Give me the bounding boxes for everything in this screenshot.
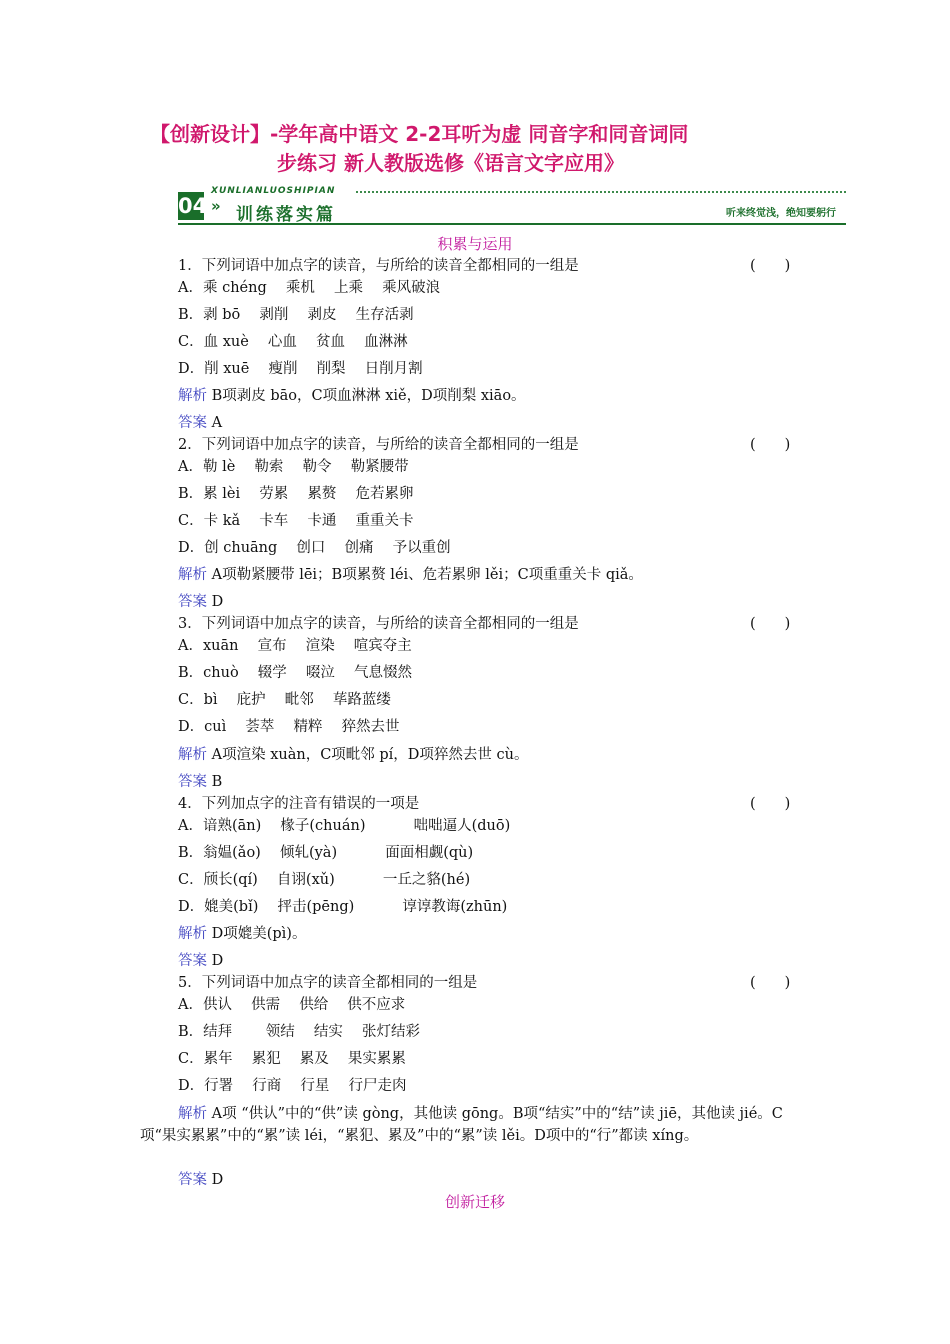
question-5-option-c: C．累年 累犯 累及 果实累累 [178, 1051, 406, 1067]
answer-label: 答案 [178, 774, 207, 790]
question-3-answer-blank: ( ) [750, 616, 791, 632]
analysis-text: A项勒紧腰带 lēi；B项累赘 léi、危若累卵 lěi；C项重重关卡 qiǎ。 [211, 567, 643, 583]
question-5-answer [178, 1170, 223, 1190]
analysis-label: 解析 [178, 388, 207, 404]
answer-value: D [211, 594, 224, 610]
question-2-answer [178, 592, 223, 612]
question-2-option-c: C．卡 kǎ 卡车 卡通 重重关卡 [178, 513, 414, 529]
question-4-option-d: D．媲美(bǐ) 抨击(pēng) 谆谆教诲(zhūn) [178, 899, 508, 915]
banner-number: 04 [178, 194, 208, 218]
question-1-answer-blank: ( ) [750, 258, 791, 274]
question-2-option-d: D．创 chuāng 创口 创痛 予以重创 [178, 540, 451, 556]
question-5-stem: 5．下列词语中加点字的读音全都相同的一组是 [178, 975, 478, 991]
title-line-2: 步练习 新人教版选修《语言文字应用》 [277, 151, 624, 175]
analysis-text: D项媲美(pì)。 [211, 926, 307, 942]
question-3-option-a: A．xuān 宣布 渲染 喧宾夺主 [178, 638, 412, 654]
question-5-option-a: A．供认 供需 供给 供不应求 [178, 997, 406, 1013]
analysis-text: B项剥皮 bāo，C项血淋淋 xiě，D项削梨 xiāo。 [211, 388, 526, 404]
question-4-answer-blank: ( ) [750, 796, 791, 812]
question-1-stem: 1．下列词语中加点字的读音，与所给的读音全都相同的一组是 [178, 258, 579, 274]
question-2-answer-blank: ( ) [750, 437, 791, 453]
question-3-option-b: B．chuò 辍学 啜泣 气息惙然 [178, 665, 413, 681]
section-title-accumulation: 积累与运用 [437, 235, 513, 253]
question-3-option-d: D．cuì 荟萃 精粹 猝然去世 [178, 719, 400, 735]
question-1-answer [178, 413, 222, 433]
question-3-stem: 3．下列词语中加点字的读音，与所给的读音全都相同的一组是 [178, 616, 579, 632]
banner-arrow-icon: » [211, 197, 221, 215]
question-4-option-c: C．颀长(qí) 自诩(xǔ) 一丘之貉(hé) [178, 872, 471, 888]
question-2-option-a: A．勒 lè 勒索 勒令 勒紧腰带 [178, 459, 409, 475]
question-1-analysis [178, 386, 526, 406]
analysis-label: 解析 [178, 567, 207, 583]
answer-label: 答案 [178, 1172, 207, 1188]
section-banner [178, 186, 846, 226]
answer-value: D [211, 1172, 224, 1188]
question-2-analysis [178, 565, 643, 585]
question-3-analysis [178, 745, 529, 765]
question-5-answer-blank: ( ) [750, 975, 791, 991]
answer-value: B [211, 774, 223, 790]
question-1-option-d: D．削 xuē 瘦削 削梨 日削月割 [178, 361, 423, 377]
question-5-option-d: D．行署 行商 行星 行尸走肉 [178, 1078, 407, 1094]
banner-rule [178, 223, 846, 225]
question-2-option-b: B．累 lèi 劳累 累赘 危若累卵 [178, 486, 414, 502]
banner-motto: 听来终觉浅，绝知要躬行 [726, 208, 836, 219]
question-4-stem: 4．下列加点字的注音有错误的一项是 [178, 796, 420, 812]
question-4-answer [178, 951, 223, 971]
banner-dotted-rule [356, 191, 846, 193]
analysis-label: 解析 [178, 926, 207, 942]
title-line-1: 【创新设计】-学年高中语文 2-2耳听为虚 同音字和同音词同 [150, 122, 689, 146]
question-1-option-c: C．血 xuè 心血 贫血 血淋淋 [178, 334, 408, 350]
question-3-option-c: C．bì 庇护 毗邻 荜路蓝缕 [178, 692, 391, 708]
analysis-text: A项渲染 xuàn，C项毗邻 pí，D项猝然去世 cù。 [211, 747, 529, 763]
question-2-stem: 2．下列词语中加点字的读音，与所给的读音全都相同的一组是 [178, 437, 579, 453]
banner-pinyin: XUNLIANLUOSHIPIAN [211, 186, 336, 196]
question-1-option-b: B．剥 bō 剥削 剥皮 生存活剥 [178, 307, 414, 323]
banner-name: 训练落实篇 [236, 205, 336, 225]
analysis-label: 解析 [178, 747, 207, 763]
answer-value: A [211, 415, 223, 431]
answer-label: 答案 [178, 594, 207, 610]
section-title-innovation: 创新迁移 [444, 1193, 505, 1211]
analysis-text: A项 “供认”中的“供”读 gòng，其他读 gōng。B项“结实”中的“结”读 jiē，其他读 jié。C项“果实累累”中的“累”读 léi，“累犯、累及”中的“累”读 lěi。D项中的“行”都读 xíng。 [140, 1106, 783, 1144]
answer-label: 答案 [178, 415, 207, 431]
question-4-option-a: A．谙熟(ān) 椽子(chuán) 咄咄逼人(duō) [178, 818, 511, 834]
question-4-option-b: B．翁媪(ǎo) 倾轧(yà) 面面相觑(qù) [178, 845, 474, 861]
analysis-label: 解析 [178, 1106, 207, 1122]
question-5-analysis [140, 1103, 808, 1147]
answer-value: D [211, 953, 224, 969]
question-4-analysis [178, 924, 306, 944]
question-1-option-a: A．乘 chéng 乘机 上乘 乘风破浪 [178, 280, 441, 296]
question-3-answer [178, 772, 222, 792]
document-title [150, 120, 830, 178]
question-5-option-b: B．结拜 领结 结实 张灯结彩 [178, 1024, 420, 1040]
answer-label: 答案 [178, 953, 207, 969]
